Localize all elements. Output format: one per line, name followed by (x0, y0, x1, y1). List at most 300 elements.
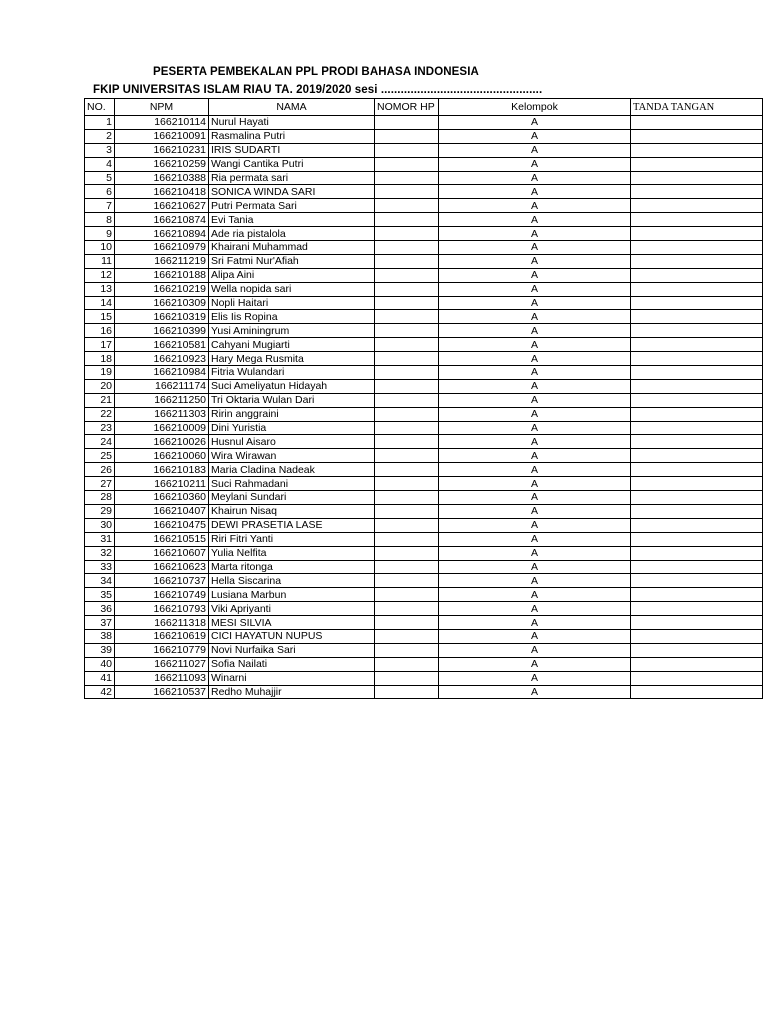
cell-nomor-hp (375, 171, 439, 185)
table-row (85, 254, 763, 268)
cell-nama: Redho Muhajjir (209, 685, 375, 699)
cell-nama: Suci Ameliyatun Hidayah (209, 379, 375, 393)
cell-nomor-hp (375, 449, 439, 463)
cell-tanda-tangan (631, 407, 763, 421)
cell-npm: 166210026 (115, 435, 209, 449)
cell-no: 1 (85, 116, 115, 130)
cell-nomor-hp (375, 241, 439, 255)
cell-nama: Marta ritonga (209, 560, 375, 574)
cell-nomor-hp (375, 491, 439, 505)
table-row (85, 296, 763, 310)
column-header-tanda-tangan: TANDA TANGAN (631, 99, 763, 116)
cell-kelompok: A (439, 616, 631, 630)
cell-npm: 166210388 (115, 171, 209, 185)
cell-no: 31 (85, 532, 115, 546)
cell-nama: CICI HAYATUN NUPUS (209, 629, 375, 643)
cell-nama: Nurul Hayati (209, 116, 375, 130)
cell-nama: Husnul Aisaro (209, 435, 375, 449)
cell-kelompok: A (439, 241, 631, 255)
table-row (85, 241, 763, 255)
cell-tanda-tangan (631, 393, 763, 407)
table-row (85, 602, 763, 616)
cell-nama: MESI SILVIA (209, 616, 375, 630)
cell-nomor-hp (375, 602, 439, 616)
cell-npm: 166210407 (115, 504, 209, 518)
cell-no: 10 (85, 241, 115, 255)
cell-no: 24 (85, 435, 115, 449)
cell-no: 9 (85, 227, 115, 241)
cell-npm: 166210749 (115, 588, 209, 602)
cell-kelompok: A (439, 171, 631, 185)
cell-nama: Winarni (209, 671, 375, 685)
cell-nama: Elis Iis Ropina (209, 310, 375, 324)
cell-kelompok: A (439, 463, 631, 477)
cell-kelompok: A (439, 546, 631, 560)
cell-no: 36 (85, 602, 115, 616)
cell-no: 11 (85, 254, 115, 268)
cell-no: 41 (85, 671, 115, 685)
table-row (85, 129, 763, 143)
cell-npm: 166210874 (115, 213, 209, 227)
table-row (85, 143, 763, 157)
cell-npm: 166211250 (115, 393, 209, 407)
column-header-kelompok: Kelompok (439, 99, 631, 116)
cell-no: 15 (85, 310, 115, 324)
cell-kelompok: A (439, 296, 631, 310)
cell-npm: 166210309 (115, 296, 209, 310)
cell-tanda-tangan (631, 685, 763, 699)
cell-tanda-tangan (631, 352, 763, 366)
cell-no: 39 (85, 643, 115, 657)
cell-npm: 166210779 (115, 643, 209, 657)
cell-nama: Tri Oktaria Wulan Dari (209, 393, 375, 407)
cell-tanda-tangan (631, 463, 763, 477)
cell-nama: DEWI PRASETIA LASE (209, 518, 375, 532)
cell-nama: Evi Tania (209, 213, 375, 227)
table-row (85, 671, 763, 685)
cell-nama: Lusiana Marbun (209, 588, 375, 602)
table-row (85, 657, 763, 671)
cell-npm: 166210623 (115, 560, 209, 574)
cell-nama: Viki Apriyanti (209, 602, 375, 616)
cell-npm: 166210537 (115, 685, 209, 699)
cell-kelompok: A (439, 338, 631, 352)
cell-tanda-tangan (631, 671, 763, 685)
cell-npm: 166210219 (115, 282, 209, 296)
cell-kelompok: A (439, 352, 631, 366)
table-row (85, 560, 763, 574)
cell-nomor-hp (375, 421, 439, 435)
cell-no: 20 (85, 379, 115, 393)
cell-npm: 166210009 (115, 421, 209, 435)
cell-nomor-hp (375, 379, 439, 393)
cell-nomor-hp (375, 199, 439, 213)
cell-kelompok: A (439, 518, 631, 532)
cell-no: 25 (85, 449, 115, 463)
cell-no: 26 (85, 463, 115, 477)
cell-tanda-tangan (631, 116, 763, 130)
cell-nama: Ririn anggraini (209, 407, 375, 421)
cell-no: 34 (85, 574, 115, 588)
cell-kelompok: A (439, 602, 631, 616)
table-row (85, 171, 763, 185)
table-row (85, 546, 763, 560)
cell-nomor-hp (375, 518, 439, 532)
cell-nomor-hp (375, 435, 439, 449)
table-row (85, 379, 763, 393)
cell-nomor-hp (375, 116, 439, 130)
cell-npm: 166211303 (115, 407, 209, 421)
cell-tanda-tangan (631, 588, 763, 602)
cell-npm: 166210399 (115, 324, 209, 338)
table-header-row (85, 99, 763, 116)
cell-tanda-tangan (631, 171, 763, 185)
cell-nomor-hp (375, 129, 439, 143)
cell-no: 29 (85, 504, 115, 518)
cell-npm: 166210188 (115, 268, 209, 282)
cell-nomor-hp (375, 157, 439, 171)
cell-nomor-hp (375, 504, 439, 518)
cell-nama: Hary Mega Rusmita (209, 352, 375, 366)
cell-nama: Putri Permata Sari (209, 199, 375, 213)
cell-tanda-tangan (631, 379, 763, 393)
cell-nama: SONICA WINDA SARI (209, 185, 375, 199)
cell-nomor-hp (375, 338, 439, 352)
cell-tanda-tangan (631, 629, 763, 643)
cell-tanda-tangan (631, 185, 763, 199)
cell-nama: Sofia Nailati (209, 657, 375, 671)
cell-nama: Nopli Haitari (209, 296, 375, 310)
cell-nomor-hp (375, 643, 439, 657)
table-row (85, 324, 763, 338)
cell-nomor-hp (375, 588, 439, 602)
participant-table (84, 98, 763, 699)
cell-no: 4 (85, 157, 115, 171)
table-row (85, 643, 763, 657)
cell-tanda-tangan (631, 560, 763, 574)
cell-no: 8 (85, 213, 115, 227)
cell-nama: Fitria Wulandari (209, 366, 375, 380)
cell-nomor-hp (375, 352, 439, 366)
cell-npm: 166210607 (115, 546, 209, 560)
cell-nomor-hp (375, 143, 439, 157)
cell-tanda-tangan (631, 254, 763, 268)
cell-npm: 166210211 (115, 477, 209, 491)
cell-no: 40 (85, 657, 115, 671)
table-row (85, 504, 763, 518)
cell-kelompok: A (439, 143, 631, 157)
cell-tanda-tangan (631, 491, 763, 505)
cell-kelompok: A (439, 324, 631, 338)
cell-nomor-hp (375, 185, 439, 199)
cell-nomor-hp (375, 574, 439, 588)
cell-tanda-tangan (631, 324, 763, 338)
cell-kelompok: A (439, 393, 631, 407)
cell-kelompok: A (439, 491, 631, 505)
cell-tanda-tangan (631, 227, 763, 241)
table-row (85, 629, 763, 643)
cell-kelompok: A (439, 129, 631, 143)
cell-tanda-tangan (631, 532, 763, 546)
cell-npm: 166210627 (115, 199, 209, 213)
cell-tanda-tangan (631, 504, 763, 518)
cell-no: 37 (85, 616, 115, 630)
cell-kelompok: A (439, 310, 631, 324)
table-row (85, 116, 763, 130)
column-header-nama: NAMA (209, 99, 375, 116)
cell-kelompok: A (439, 643, 631, 657)
cell-tanda-tangan (631, 296, 763, 310)
cell-no: 18 (85, 352, 115, 366)
cell-no: 22 (85, 407, 115, 421)
table-row (85, 518, 763, 532)
cell-nomor-hp (375, 296, 439, 310)
column-header-no: NO. (85, 99, 115, 116)
cell-no: 42 (85, 685, 115, 699)
cell-npm: 166210183 (115, 463, 209, 477)
cell-kelompok: A (439, 185, 631, 199)
cell-kelompok: A (439, 657, 631, 671)
cell-nomor-hp (375, 463, 439, 477)
table-row (85, 616, 763, 630)
cell-nomor-hp (375, 268, 439, 282)
cell-nomor-hp (375, 324, 439, 338)
cell-nomor-hp (375, 560, 439, 574)
table-row (85, 588, 763, 602)
cell-no: 14 (85, 296, 115, 310)
cell-no: 2 (85, 129, 115, 143)
document-title: PESERTA PEMBEKALAN PPL PRODI BAHASA INDONESIA (153, 66, 479, 78)
cell-nomor-hp (375, 685, 439, 699)
cell-nomor-hp (375, 407, 439, 421)
cell-nama: Riri Fitri Yanti (209, 532, 375, 546)
cell-kelompok: A (439, 199, 631, 213)
cell-kelompok: A (439, 588, 631, 602)
cell-kelompok: A (439, 421, 631, 435)
document-subtitle: FKIP UNIVERSITAS ISLAM RIAU TA. 2019/2020 sesi ................................................. (93, 84, 543, 96)
cell-npm: 166210360 (115, 491, 209, 505)
table-row (85, 449, 763, 463)
cell-npm: 166210231 (115, 143, 209, 157)
cell-npm: 166210091 (115, 129, 209, 143)
cell-kelompok: A (439, 407, 631, 421)
table-row (85, 352, 763, 366)
cell-kelompok: A (439, 685, 631, 699)
cell-nomor-hp (375, 282, 439, 296)
cell-nama: Suci Rahmadani (209, 477, 375, 491)
cell-tanda-tangan (631, 643, 763, 657)
table-row (85, 199, 763, 213)
cell-npm: 166211174 (115, 379, 209, 393)
cell-tanda-tangan (631, 129, 763, 143)
cell-npm: 166210737 (115, 574, 209, 588)
table-row (85, 685, 763, 699)
cell-tanda-tangan (631, 602, 763, 616)
cell-npm: 166211027 (115, 657, 209, 671)
cell-npm: 166210619 (115, 629, 209, 643)
table-body (85, 116, 763, 699)
cell-nomor-hp (375, 310, 439, 324)
cell-no: 38 (85, 629, 115, 643)
cell-npm: 166211093 (115, 671, 209, 685)
table-row (85, 491, 763, 505)
cell-kelompok: A (439, 629, 631, 643)
cell-kelompok: A (439, 435, 631, 449)
cell-tanda-tangan (631, 421, 763, 435)
cell-no: 28 (85, 491, 115, 505)
cell-kelompok: A (439, 671, 631, 685)
cell-nomor-hp (375, 213, 439, 227)
cell-tanda-tangan (631, 477, 763, 491)
cell-nomor-hp (375, 227, 439, 241)
cell-no: 30 (85, 518, 115, 532)
cell-nomor-hp (375, 657, 439, 671)
cell-kelompok: A (439, 282, 631, 296)
cell-tanda-tangan (631, 143, 763, 157)
cell-no: 3 (85, 143, 115, 157)
cell-tanda-tangan (631, 518, 763, 532)
cell-tanda-tangan (631, 338, 763, 352)
cell-npm: 166210793 (115, 602, 209, 616)
cell-nomor-hp (375, 366, 439, 380)
table-row (85, 407, 763, 421)
cell-nomor-hp (375, 671, 439, 685)
cell-nomor-hp (375, 393, 439, 407)
cell-nama: Cahyani Mugiarti (209, 338, 375, 352)
cell-nama: Wella nopida sari (209, 282, 375, 296)
cell-npm: 166210475 (115, 518, 209, 532)
cell-npm: 166211318 (115, 616, 209, 630)
cell-tanda-tangan (631, 241, 763, 255)
cell-no: 12 (85, 268, 115, 282)
cell-kelompok: A (439, 504, 631, 518)
cell-kelompok: A (439, 227, 631, 241)
cell-nomor-hp (375, 629, 439, 643)
cell-no: 16 (85, 324, 115, 338)
cell-npm: 166210060 (115, 449, 209, 463)
cell-tanda-tangan (631, 449, 763, 463)
cell-nomor-hp (375, 254, 439, 268)
cell-nama: Hella Siscarina (209, 574, 375, 588)
cell-nama: Wangi Cantika Putri (209, 157, 375, 171)
cell-kelompok: A (439, 449, 631, 463)
cell-npm: 166210984 (115, 366, 209, 380)
cell-tanda-tangan (631, 366, 763, 380)
column-header-nomor-hp: NOMOR HP (375, 99, 439, 116)
cell-nama: Wira Wirawan (209, 449, 375, 463)
cell-nomor-hp (375, 477, 439, 491)
cell-nomor-hp (375, 546, 439, 560)
cell-tanda-tangan (631, 657, 763, 671)
cell-kelompok: A (439, 116, 631, 130)
table-row (85, 268, 763, 282)
cell-no: 13 (85, 282, 115, 296)
cell-nama: Novi Nurfaika Sari (209, 643, 375, 657)
cell-npm: 166210894 (115, 227, 209, 241)
table-row (85, 463, 763, 477)
cell-nama: Maria Cladina Nadeak (209, 463, 375, 477)
cell-tanda-tangan (631, 546, 763, 560)
cell-npm: 166210259 (115, 157, 209, 171)
table-row (85, 157, 763, 171)
cell-nama: Khairani Muhammad (209, 241, 375, 255)
cell-npm: 166210114 (115, 116, 209, 130)
cell-no: 35 (85, 588, 115, 602)
cell-nama: Khairun Nisaq (209, 504, 375, 518)
table-row (85, 574, 763, 588)
cell-nama: Yulia Nelfita (209, 546, 375, 560)
cell-tanda-tangan (631, 157, 763, 171)
cell-kelompok: A (439, 213, 631, 227)
cell-nama: Dini Yuristia (209, 421, 375, 435)
table-row (85, 338, 763, 352)
table-row (85, 213, 763, 227)
cell-kelompok: A (439, 379, 631, 393)
cell-npm: 166210979 (115, 241, 209, 255)
cell-nomor-hp (375, 532, 439, 546)
cell-nama: Sri Fatmi Nur'Afiah (209, 254, 375, 268)
table-row (85, 366, 763, 380)
table-row (85, 477, 763, 491)
cell-no: 17 (85, 338, 115, 352)
cell-tanda-tangan (631, 268, 763, 282)
cell-nama: Ria permata sari (209, 171, 375, 185)
cell-tanda-tangan (631, 310, 763, 324)
cell-no: 27 (85, 477, 115, 491)
column-header-npm: NPM (115, 99, 209, 116)
cell-kelompok: A (439, 268, 631, 282)
table-row (85, 532, 763, 546)
cell-npm: 166210418 (115, 185, 209, 199)
cell-nama: Meylani Sundari (209, 491, 375, 505)
table-row (85, 421, 763, 435)
cell-kelompok: A (439, 477, 631, 491)
cell-no: 21 (85, 393, 115, 407)
cell-tanda-tangan (631, 616, 763, 630)
cell-tanda-tangan (631, 282, 763, 296)
cell-npm: 166211219 (115, 254, 209, 268)
cell-npm: 166210581 (115, 338, 209, 352)
table-row (85, 393, 763, 407)
cell-tanda-tangan (631, 213, 763, 227)
cell-kelompok: A (439, 560, 631, 574)
table-row (85, 185, 763, 199)
cell-kelompok: A (439, 254, 631, 268)
cell-nama: Yusi Aminingrum (209, 324, 375, 338)
cell-kelompok: A (439, 157, 631, 171)
cell-no: 7 (85, 199, 115, 213)
cell-tanda-tangan (631, 574, 763, 588)
cell-kelompok: A (439, 574, 631, 588)
cell-no: 6 (85, 185, 115, 199)
cell-tanda-tangan (631, 435, 763, 449)
table-row (85, 227, 763, 241)
cell-no: 33 (85, 560, 115, 574)
cell-no: 19 (85, 366, 115, 380)
cell-npm: 166210515 (115, 532, 209, 546)
cell-nama: Rasmalina Putri (209, 129, 375, 143)
cell-nama: Alipa Aini (209, 268, 375, 282)
table-row (85, 435, 763, 449)
cell-no: 32 (85, 546, 115, 560)
cell-nama: IRIS SUDARTI (209, 143, 375, 157)
cell-kelompok: A (439, 532, 631, 546)
cell-no: 5 (85, 171, 115, 185)
cell-npm: 166210923 (115, 352, 209, 366)
cell-npm: 166210319 (115, 310, 209, 324)
cell-no: 23 (85, 421, 115, 435)
cell-nama: Ade ria pistalola (209, 227, 375, 241)
